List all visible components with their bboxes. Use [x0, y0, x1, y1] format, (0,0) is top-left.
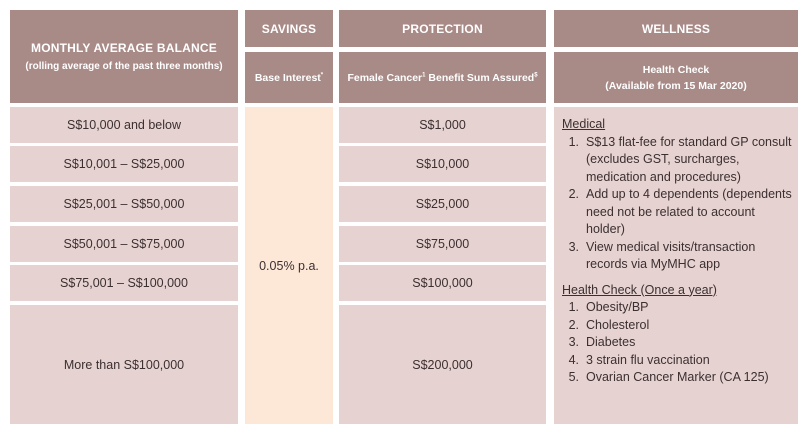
- list-text: Add up to 4 dependents (dependents need not be related to account holder): [586, 187, 792, 236]
- balance-tier: S$10,000 and below: [67, 118, 181, 132]
- list-text: View medical visits/transaction records via MyMHC app: [586, 239, 756, 271]
- header-protection-title: [339, 10, 546, 47]
- table-row-benefit: [339, 186, 546, 222]
- wellness-details: [554, 107, 798, 424]
- list-number: 1.: [568, 300, 579, 314]
- balance-tier: S$10,001 – S$25,000: [63, 157, 185, 171]
- list-item: [562, 369, 798, 387]
- savings-rate: 0.05% p.a.: [259, 258, 319, 273]
- list-text: Cholesterol: [586, 317, 650, 332]
- header-balance-subtitle: (rolling average of the past three months): [25, 61, 223, 72]
- table-row-benefit: [339, 146, 546, 182]
- header-balance: [10, 10, 238, 103]
- table-row-benefit: [339, 305, 546, 424]
- list-number: 3.: [568, 335, 579, 349]
- table-row-benefit: [339, 107, 546, 143]
- list-item: [562, 186, 798, 239]
- benefit-sum: S$200,000: [412, 357, 473, 372]
- health-check-section-title: Health Check (Once a year): [562, 282, 717, 297]
- table-row-balance: [10, 186, 238, 222]
- list-text: Obesity/BP: [586, 300, 649, 314]
- table-row-balance: [10, 265, 238, 301]
- list-number: 2.: [568, 187, 579, 201]
- list-number: 4.: [568, 352, 579, 367]
- wellness-title-text: WELLNESS: [641, 21, 711, 36]
- list-number: 1.: [568, 134, 579, 149]
- benefit-sum: S$1,000: [419, 118, 466, 132]
- benefit-sum: S$75,000: [415, 237, 470, 251]
- table-row-balance: [10, 226, 238, 262]
- balance-tier: S$75,001 – S$100,000: [60, 276, 188, 290]
- list-item: [562, 239, 798, 274]
- list-text: 3 strain flu vaccination: [586, 352, 710, 367]
- list-text: Ovarian Cancer Marker (CA 125): [586, 370, 769, 384]
- header-savings-title: [245, 10, 333, 47]
- savings-subtitle-label: Base Interest: [254, 71, 321, 84]
- benefit-sum: S$10,000: [415, 157, 470, 171]
- benefit-sum: S$25,000: [415, 197, 470, 211]
- table-row-benefit: [339, 226, 546, 262]
- list-item: [562, 334, 798, 352]
- list-number: 3.: [568, 239, 579, 254]
- table-row-balance: [10, 107, 238, 143]
- savings-title-text: SAVINGS: [261, 21, 317, 36]
- header-wellness-subtitle: [554, 52, 798, 103]
- header-balance-title: MONTHLY AVERAGE BALANCE: [31, 41, 217, 55]
- protection-subtitle-text: [347, 70, 537, 86]
- protection-title-text: PROTECTION: [402, 21, 483, 36]
- savings-footnote-mark: *: [320, 72, 324, 78]
- list-item: [562, 317, 798, 335]
- benefit-sum: S$100,000: [412, 276, 473, 290]
- medical-list: [562, 134, 798, 274]
- protection-subtitle-a: Female Cancer: [347, 71, 423, 84]
- spacer: [562, 274, 798, 282]
- savings-subtitle-text: [255, 70, 323, 86]
- table-row-balance: [10, 146, 238, 182]
- table-row-benefit: [339, 265, 546, 301]
- list-item: [562, 352, 798, 370]
- protection-subtitle-b: Benefit Sum Assured: [425, 71, 535, 84]
- list-item: [562, 299, 798, 317]
- list-number: 2.: [568, 317, 579, 332]
- wellness-subtitle-line1: Health Check: [642, 63, 710, 76]
- medical-section-title: Medical: [562, 117, 606, 131]
- savings-rate-cell: [245, 107, 333, 424]
- balance-tier: S$25,001 – S$50,000: [63, 197, 185, 211]
- list-item: [562, 134, 798, 187]
- header-protection-subtitle: [339, 52, 546, 103]
- table-row-balance: [10, 305, 238, 424]
- header-wellness-title: [554, 10, 798, 47]
- wellness-subtitle-line2: (Available from 15 Mar 2020): [605, 79, 747, 92]
- balance-tier: S$50,001 – S$75,000: [63, 237, 185, 251]
- health-check-list: [562, 299, 798, 387]
- protection-footnote-mark-2: $: [534, 72, 538, 78]
- list-text: Diabetes: [586, 335, 636, 349]
- protection-footnote-mark-1: 1: [422, 72, 426, 78]
- balance-tier: More than S$100,000: [63, 357, 185, 372]
- list-text: S$13 flat-fee for standard GP consult (excludes GST, surcharges, medication and procedures): [586, 134, 792, 184]
- list-number: 5.: [568, 370, 579, 384]
- header-savings-subtitle: [245, 52, 333, 103]
